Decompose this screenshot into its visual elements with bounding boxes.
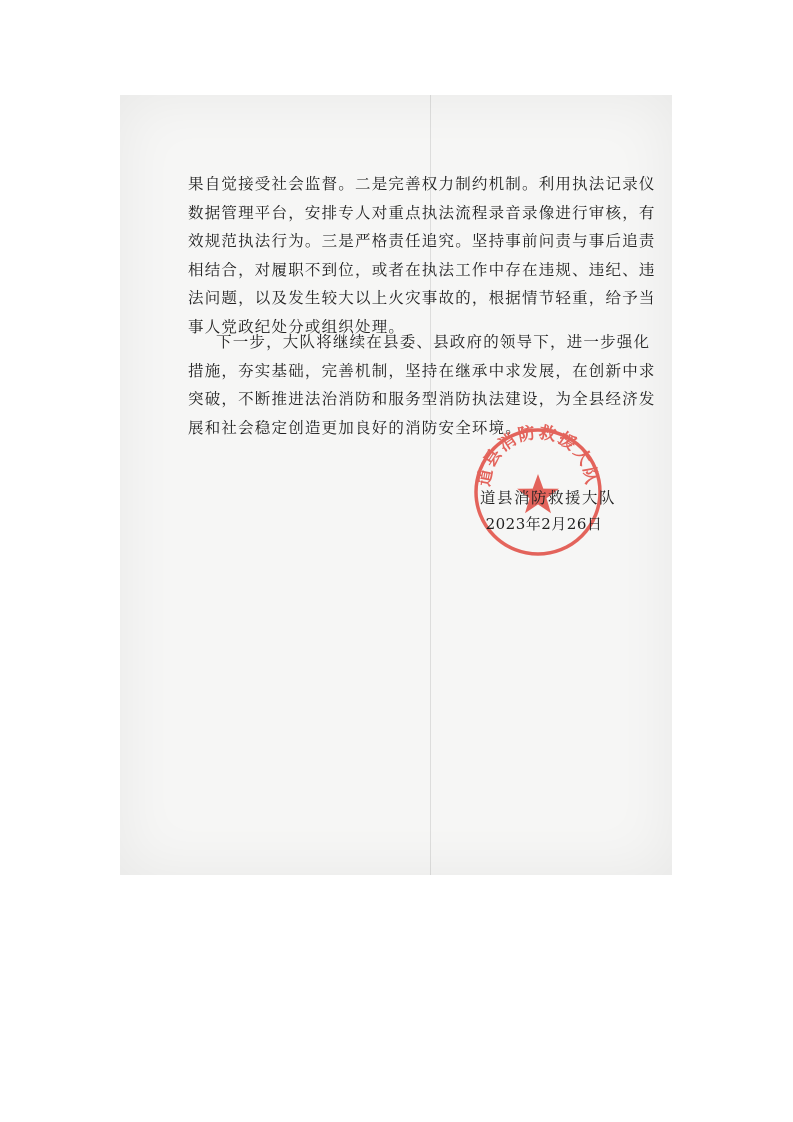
paragraph-line: 展和社会稳定创造更加良好的消防安全环境。 <box>188 418 523 437</box>
paragraph-line: 果自觉接受社会监督。二是完善权力制约机制。利用执法记录仪 <box>188 175 656 193</box>
paragraph-line: 数据管理平台，安排专人对重点执法流程录音录像进行审核，有 <box>188 203 656 222</box>
paragraph-line: 法问题，以及发生较大以上火灾事故的，根据情节轻重，给予当 <box>188 289 656 307</box>
paragraph-line: 效规范执法行为。三是严格责任追究。坚持事前问责与事后追责 <box>188 232 656 250</box>
paragraph-line: 突破，不断推进法治消防和服务型消防执法建设，为全县经济发 <box>188 390 656 408</box>
paragraph-line: 相结合，对履职不到位，或者在执法工作中存在违规、违纪、违 <box>188 260 656 279</box>
paragraph-line: 措施，夯实基础，完善机制，坚持在继承中求发展，在创新中求 <box>188 361 656 380</box>
paragraph-line: 下一步，大队将继续在县委、县政府的领导下，进一步强化 <box>216 333 651 351</box>
signature-block <box>478 485 618 537</box>
svg-text:道县消防救援大队: 道县消防救援大队 <box>474 422 602 488</box>
signing-date: 2023年2月26日 <box>485 515 603 533</box>
paragraph-line: 事人党政纪处分或组织处理。 <box>188 317 406 336</box>
signing-organization: 道县消防救援大队 <box>479 489 616 507</box>
paragraph-1 <box>188 170 656 341</box>
